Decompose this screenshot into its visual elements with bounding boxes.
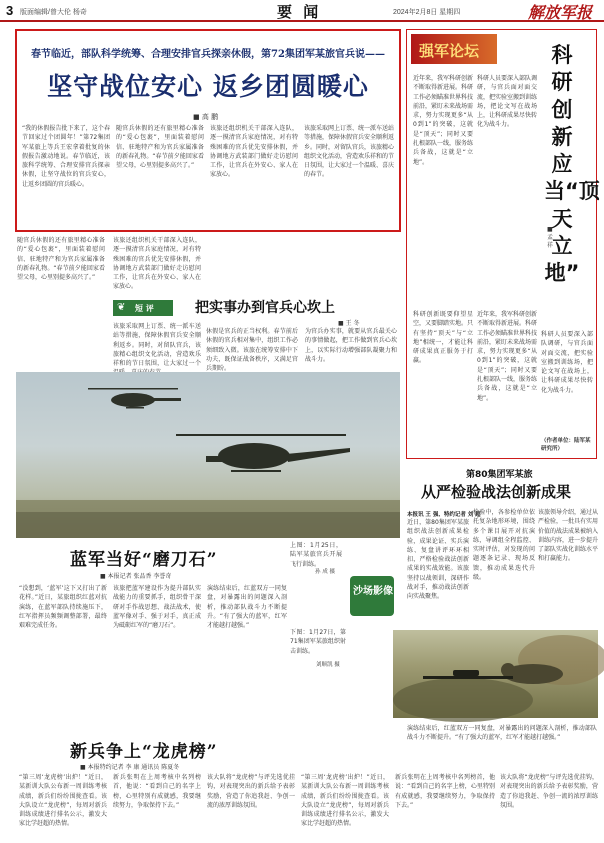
opinion-column-4: 近年来，我军科研创新不断取得新进展。科研工作必须瞄准世界科技前沿，紧盯未来战场需求，努力实现更多“从0到1”的突破，这就是“顶天”；同时又要扎根部队一线，服务练兵备战，这就是“立地”。 — [477, 311, 538, 402]
blue-army-column-1: “没想到，‘蓝军’这下又打出了新花样。”近日，某旅组织红蓝对抗演练，在蓝军部队持续施压下，红军指挥员频频调整部署，最终艰难完成任务。 — [19, 585, 107, 630]
opinion-column-5: 科研人员要深入部队调研，与官兵面对面交流，把实验室搬到训练场，把论文写在战场上，让科研成果尽快转化为战斗力。 — [541, 331, 593, 394]
opinion-badge — [411, 34, 497, 64]
opinion-byline: ■ 孟 祥 — [547, 226, 554, 249]
photo-caption-top: 上图：1月25日，陆军某旅官兵开展飞行训练。 — [290, 542, 342, 568]
issue-date: 2024年2月8日 星期四 — [393, 9, 461, 16]
lead-continuation-1: 随官兵休假的还有旅里精心准备的“爱心包裹”，里面装着慰问信、驻地特产和为官兵家属准备的新春礼物。“春节前夕能回家看望父母，心里别提多高兴了。” — [17, 237, 105, 282]
commentary-byline: ■ 王 冬 — [338, 320, 360, 327]
recruits-column-5: 新兵张明在上周考核中名列榜首，他说：“看到自己的名字上榜，心里特别有成就感，我要继续努力，争取保持下去。” — [395, 774, 495, 809]
helicopter-icon — [176, 434, 350, 472]
opinion-column-1: 近年来，我军科研创新不断取得新进展。科研工作必须瞄准世界科技前沿，紧盯未来战场需求，努力实现更多“从0到1”的突破，这就是“顶天”；同时又要扎根部队一线，服务练兵备战，这就是“立地”。 — [413, 75, 474, 166]
recruits-column-4: “第三周‘龙虎榜’出炉！”近日，某新训大队公布新一周训练考核成绩，新兵们纷纷围拢查看。该大队设立“龙虎榜”，每周对新兵训练成绩进行排名公示，激发大家比学赶超的热情。 — [301, 774, 389, 828]
page-header — [0, 0, 604, 22]
photo-caption-bottom-credit: 刘顺凯 摄 — [316, 662, 340, 668]
helicopter-photo — [16, 372, 400, 538]
opinion-box — [406, 29, 600, 459]
drill-kicker: 第80集团军某旅 — [466, 470, 533, 480]
leaf-icon: ❦ — [117, 302, 126, 313]
recruits-column-2: 新兵张明在上周考核中名列榜首，他说：“看到自己的名字上榜，心里特别有成就感，我要继续努力，争取保持下去。” — [113, 774, 201, 809]
lead-kicker: 春节临近，部队科学统筹、合理安排官兵探亲休假，第72集团军某旅官兵说—— — [31, 49, 385, 60]
lead-column-4: 该旅采取网上订票、统一派车送站等措施，保障休假官兵安全顺利返乡。同时，对留队官兵，该旅精心组织文化活动，营造欢乐祥和的节日氛围，让大家过一个温暖、喜庆的春节。 — [304, 125, 395, 179]
page-title: 要 闻 — [277, 3, 322, 21]
recruits-column-3: 该大队将“龙虎榜”与评先选优挂钩，对表现突出的新兵给予表彰奖励，营造了你追我赶、争创一流的浓厚训练氛围。 — [207, 774, 295, 809]
commentary-headline: 把实事办到官兵心坎上 — [195, 300, 335, 316]
recruits-byline: ■ 本报特约记者 李 康 通讯员 陈夏冬 — [80, 764, 180, 771]
opinion-headline: 科研创新应当“顶天立地” — [544, 43, 600, 286]
commentary-column-2: 为官兵办实事，就要从官兵最关心的事情做起，把工作做到官兵心坎上，以实际行动增强部队凝聚力和战斗力。 — [305, 328, 397, 363]
sniper-photo-drawing — [393, 630, 598, 718]
commentary-tag — [113, 300, 173, 316]
sniper-photo — [393, 630, 598, 718]
lead-column-2: 随官兵休假的还有旅里精心准备的“爱心包裹”，里面装着慰问信、驻地特产和为官兵家属准备的新春礼物。“春节前夕能回家看望父母，心里别提多高兴了。” — [116, 125, 204, 170]
helicopter-icon — [88, 388, 181, 409]
lead-continuation-2: 该旅还组织机关干部深入连队，逐一摸清官兵家庭情况，对有特殊困难的官兵优先安排休假，并协调地方武装部门做好走访慰问工作，让官兵在外安心、家人在家放心。 — [113, 237, 201, 291]
lead-column-1: “我的休假报告批下来了，这个春节回家过个团圆年！”第72集团军某旅上等兵王宏拿着批复的休假报告激动地说。春节临近，该旅科学统筹、合理安排官兵探亲休假，让坚守战位的官兵安心，让返乡团圆的官兵暖心。 — [22, 125, 110, 188]
section-editor: 版面编辑/曾大伦 杨奇 — [20, 9, 87, 16]
drill-column-1: 近日，第80集团军某旅组织战法创新成果检验，成果论证、实兵演练、复盘讲评环环相扣，严格检验战法创新成果的实战效能。该旅坚持以战领训，深研作战对手，推动战法创新向实战聚焦。 — [407, 519, 469, 601]
opinion-footer: （作者单位：陆军某研究所） — [541, 438, 591, 452]
opinion-badge-label: 强军论坛 — [419, 42, 480, 60]
recruits-column-6: 该大队将“龙虎榜”与评先选优挂钩，对表现突出的新兵给予表彰奖励，营造了你追我赶、争创一流的浓厚训练氛围。 — [500, 774, 598, 809]
opinion-column-3: 科研创新既要仰望星空，又要脚踏实地。只有坚持“顶天”与“立地”相统一，才能让科研成果真正服务于打赢。 — [413, 311, 474, 365]
recruits-column-1: “第三周‘龙虎榜’出炉！”近日，某新训大队公布新一周训练考核成绩，新兵们纷纷围拢查看。该大队设立“龙虎榜”，每周对新兵训练成绩进行排名公示，激发大家比学赶超的热情。 — [19, 774, 107, 828]
drill-column-2: 检验中，各参检单位依托复杂地形环境，围绕多个课目展开对抗演练，导调组全程监控、实时评估，对发现的问题逐条记录、现场反馈，推动成果迭代升级。 — [473, 509, 535, 582]
lead-column-3: 该旅还组织机关干部深入连队，逐一摸清官兵家庭情况，对有特殊困难的官兵优先安排休假，并协调地方武装部门做好走访慰问工作，让官兵在外安心、家人在家放心。 — [210, 125, 298, 179]
lead-headline: 坚守战位安心 返乡团圆暖心 — [47, 72, 369, 101]
photo-caption-top-credit: 孙 成 摄 — [315, 569, 335, 575]
field-image-badge-label: 沙场影像 — [353, 586, 393, 597]
helicopter-photo-drawing — [16, 372, 400, 538]
rifle-icon — [423, 670, 513, 679]
blue-army-byline: ■ 本报记者 张品香 李誉奇 — [100, 573, 172, 580]
commentary-tag-label: 短 评 — [135, 304, 154, 313]
blue-army-column-3: 演练结束后，红蓝双方一同复盘，对暴露出的问题深入剖析，推动部队战斗力不断提升。“有了强大的蓝军，红军才能越打越强。” — [207, 585, 287, 630]
opinion-column-2: 科研人员要深入部队调研，与官兵面对面交流，把实验室搬到训练场，把论文写在战场上，让科研成果尽快转化为战斗力。 — [477, 75, 538, 129]
drill-continuation: 演练结束后，红蓝双方一同复盘，对暴露出的问题深入剖析，推动部队战斗力不断提升。“有了强大的蓝军，红军才能越打越强。” — [407, 725, 597, 742]
drill-column-3: 该旅领导介绍，通过从严检验，一批具有实用价值的战法成果被纳入训练内容，进一步提升了部队实战化训练水平和打赢能力。 — [538, 509, 599, 563]
commentary-column-1: 休假是官兵的正当权利。春节前后休假的官兵相对集中，组织工作必须细致入微。该旅在统筹安排中下功夫，既保证战备秩序，又满足官兵期盼。 — [206, 328, 298, 373]
lead-story-box — [15, 29, 401, 232]
newspaper-logo: 解放军报 — [528, 3, 593, 22]
field-image-badge — [350, 576, 394, 616]
blue-army-column-2: 该旅把蓝军建设作为提升部队实战能力的重要抓手，组织骨干深研对手作战思想、战法战术，使蓝军像对手、强于对手，真正成为砥砺红军的“磨刀石”。 — [113, 585, 201, 630]
blue-army-headline: 蓝军当好“磨刀石” — [70, 550, 218, 570]
drill-byline: 本报讯 王 强、特约记者 刘 超 — [407, 512, 481, 518]
drill-headline: 从严检验战法创新成果 — [421, 483, 572, 501]
lead-continuation-3: 该旅采取网上订票、统一派车送站等措施，保障休假官兵安全顺利返乡。同时，对留队官兵，该旅精心组织文化活动，营造欢乐祥和的节日氛围，让大家过一个 — [113, 323, 201, 368]
photo-caption-bottom: 下图：1月27日，第71集团军某旅组织射击训练。 — [290, 629, 346, 655]
recruits-headline: 新兵争上“龙虎榜” — [70, 742, 218, 762]
page-number: 3 — [6, 3, 14, 18]
lead-byline: ■ 高 鹏 — [193, 113, 219, 121]
